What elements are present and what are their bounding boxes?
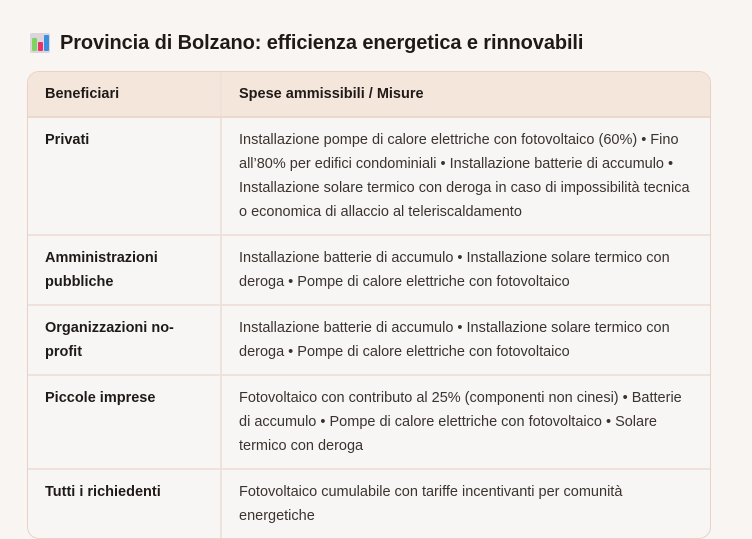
measures-cell: Installazione batterie di accumulo • Installazione solare termico con deroga • Pompe di calore elettriche con fotovoltaico (221, 305, 710, 375)
column-header-measures: Spese ammissibili / Misure (221, 72, 710, 117)
table-row (28, 469, 710, 538)
bar-chart-icon (30, 33, 50, 53)
table-row (28, 117, 710, 235)
beneficiary-cell: Organizzazioni no-profit (28, 305, 221, 375)
measures-cell: Fotovoltaico cumulabile con tariffe incentivanti per comunità energetiche (221, 469, 710, 538)
measures-cell: Fotovoltaico con contributo al 25% (componenti non cinesi) • Batterie di accumulo • Pompe di calore elettriche con fotovoltaico • Solare termico con deroga (221, 375, 710, 469)
table-row (28, 375, 710, 469)
page-title: Provincia di Bolzano: efficienza energetica e rinnovabili (60, 31, 584, 54)
beneficiary-cell: Privati (28, 117, 221, 235)
column-header-beneficiaries: Beneficiari (28, 72, 221, 117)
table-row (28, 235, 710, 305)
table-header-row (28, 72, 710, 117)
page-heading (30, 29, 583, 57)
beneficiary-cell: Tutti i richiedenti (28, 469, 221, 538)
measures-cell: Installazione pompe di calore elettriche con fotovoltaico (60%) • Fino all’80% per edifici condominiali • Installazione batterie di accumulo • Installazione solare termico con deroga in caso di impossibilità tecnica o economica di allaccio al teleriscaldamento (239, 132, 690, 220)
beneficiary-cell: Amministrazioni pubbliche (28, 235, 221, 305)
beneficiary-cell: Piccole imprese (28, 375, 221, 469)
measures-cell: Installazione batterie di accumulo • Installazione solare termico con deroga • Pompe di calore elettriche con fotovoltaico (221, 235, 710, 305)
table-row (28, 305, 710, 375)
measures-table (27, 71, 711, 539)
